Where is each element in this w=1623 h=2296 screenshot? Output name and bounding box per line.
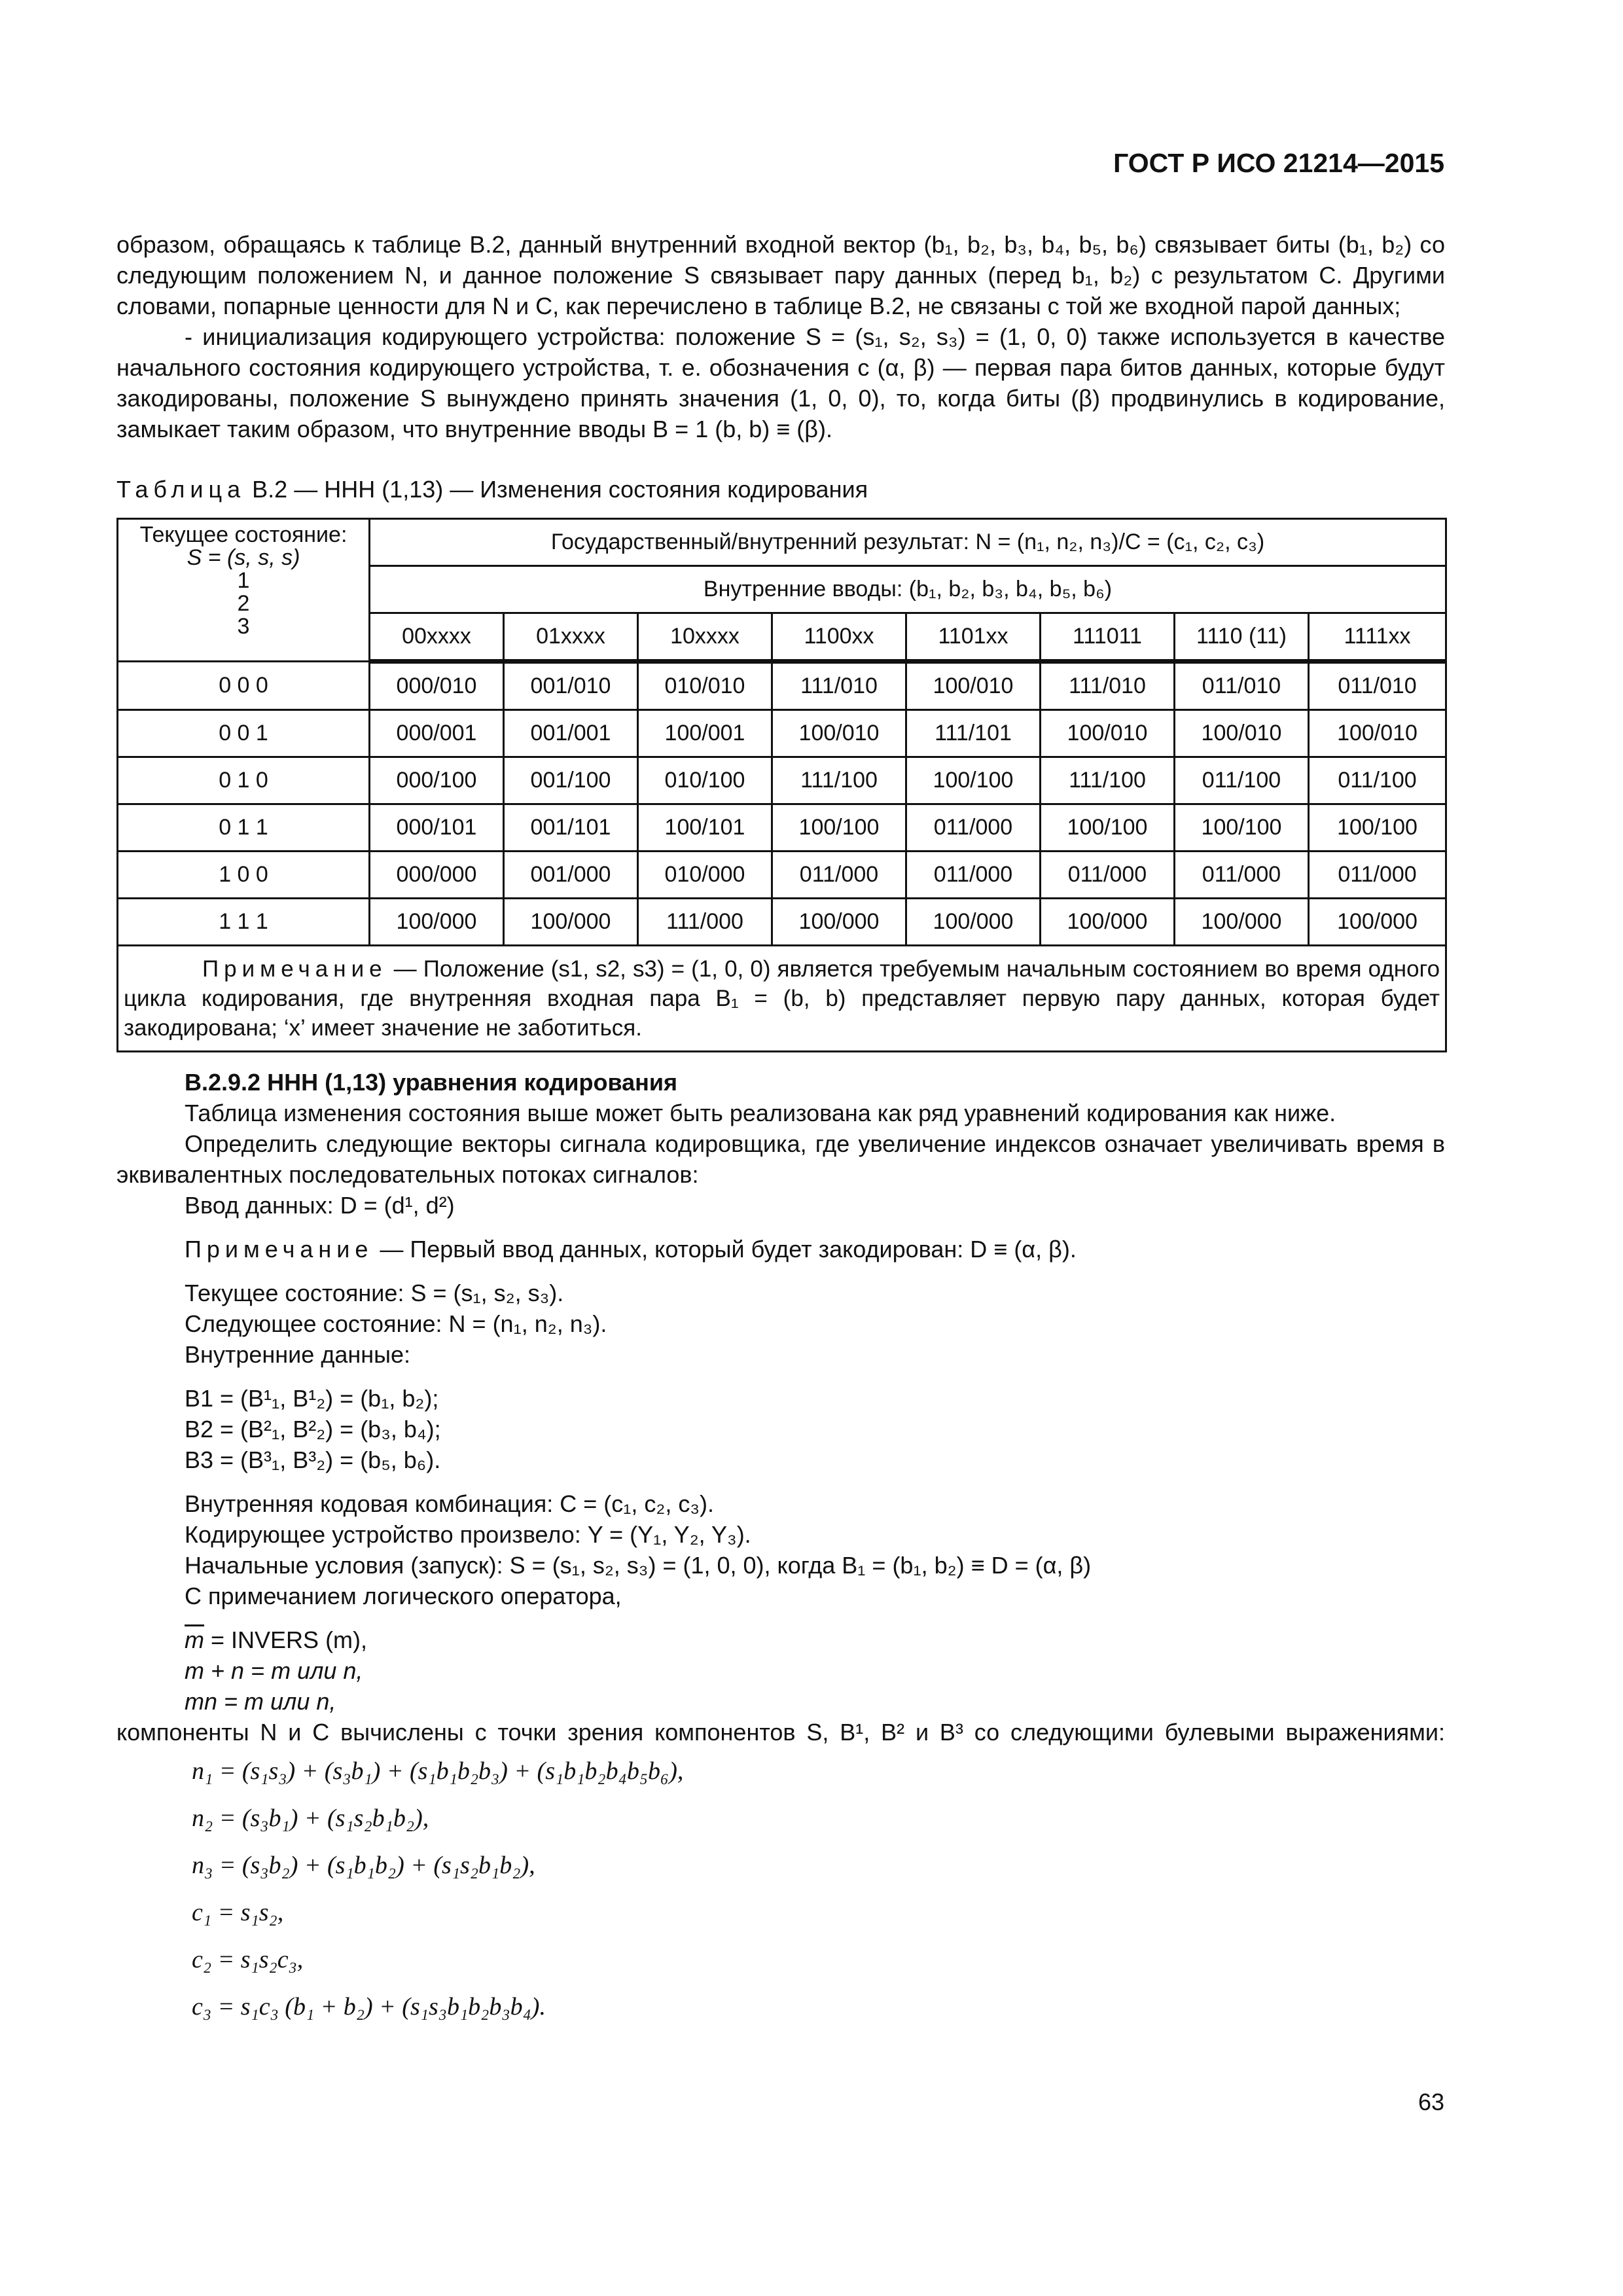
b3-line: B3 = (B³₁, B³₂) = (b₅, b₆). (185, 1446, 441, 1473)
corner-line: Текущее состояние: (139, 522, 348, 547)
encoder-output-line: Кодирующее устройство произвело: Y = (Y₁, Y₂, Y₃). (185, 1521, 751, 1548)
table-cell: 100/000 (370, 899, 504, 946)
table-cell: 010/100 (638, 757, 772, 804)
equation-c3: c₃ = s₁c₃ (b₁ + b₂) + (s₁s₃b₁b₂b₃b₄). (192, 1993, 546, 2020)
inputs-header: Внутренние вводы: (b₁, b₂, b₃, b₄, b₅, b₆) (370, 566, 1446, 613)
table-cell: 000/001 (370, 710, 504, 757)
table-cell: 011/010 (1175, 662, 1309, 710)
b2-line: B2 = (B²₁, B²₂) = (b₃, b₄); (185, 1416, 441, 1443)
column-header: 1110 (11) (1175, 613, 1309, 662)
op-invers-rest: = INVERS (m), (204, 1626, 368, 1653)
b1-line: B1 = (B¹₁, B¹₂) = (b₁, b₂); (185, 1385, 439, 1412)
page-body (116, 229, 1445, 2030)
row-state: 0 1 1 (118, 804, 370, 852)
corner-line: 1 (237, 568, 250, 593)
table-row (118, 804, 1446, 852)
table-caption-text: В.2 — ННН (1,13) — Изменения состояния кодирования (245, 476, 868, 503)
table-cell: 111/101 (906, 710, 1041, 757)
column-header: 1101xx (906, 613, 1041, 662)
column-header: 111011 (1041, 613, 1175, 662)
op-or-line: m + n = m или n, (185, 1657, 363, 1684)
section-note-text: — Первый ввод данных, который будет закодирован: D ≡ (α, β). (373, 1236, 1077, 1263)
table-cell: 000/000 (370, 852, 504, 899)
intro-paragraph-2: - инициализация кодирующего устройства: положение S = (s₁, s₂, s₃) = (1, 0, 0) также используется в качестве начального состояния кодирующего устройства, т. е. обозначения с (α, β) — первая пара битов данных, которые будут закодированы, положение S вынуждено принять значения (1, 0, 0), то, когда биты (β) продвинулись в кодирование, замыкает таким образом, что внутренние вводы В = 1 (b, b) ≡ (β). (116, 323, 1445, 442)
table-cell: 100/000 (906, 899, 1041, 946)
table-cell: 111/010 (772, 662, 906, 710)
corner-line: 2 (237, 591, 250, 616)
table-cell: 011/000 (1041, 852, 1175, 899)
op-invers-var: $\overline{m}$ (185, 1626, 204, 1653)
table-note-text: — Положение (s1, s2, s3) = (1, 0, 0) является требуемым начальным состоянием во время одного цикла кодирования, где внутренняя входная пара B₁ = (b, b) представляет первую пару данных, которая будет закодирована; ‘x’ имеет значение не заботиться. (124, 956, 1440, 1041)
table-cell: 100/100 (1041, 804, 1175, 852)
table-cell: 100/000 (1175, 899, 1309, 946)
column-header: 1111xx (1309, 613, 1446, 662)
table-cell: 011/000 (1175, 852, 1309, 899)
table-cell: 011/000 (906, 852, 1041, 899)
table-cell: 011/000 (1309, 852, 1446, 899)
table-caption-label: Таблица (116, 476, 246, 503)
table-corner-header (118, 519, 370, 662)
table-cell: 111/000 (638, 899, 772, 946)
table-cell: 011/000 (772, 852, 906, 899)
table-cell: 010/000 (638, 852, 772, 899)
column-header: 00xxxx (370, 613, 504, 662)
table-row (118, 852, 1446, 899)
row-state: 0 1 0 (118, 757, 370, 804)
table-cell: 001/101 (504, 804, 638, 852)
initial-conditions-line: Начальные условия (запуск): S = (s₁, s₂, s₃) = (1, 0, 0), когда B₁ = (b₁, b₂) ≡ D = (α, β) (185, 1552, 1092, 1579)
row-state: 1 1 1 (118, 899, 370, 946)
table-cell: 100/010 (1309, 710, 1446, 757)
table-cell: 011/100 (1175, 757, 1309, 804)
row-state: 0 0 1 (118, 710, 370, 757)
data-input-line: Ввод данных: D = (d¹, d²) (185, 1192, 455, 1219)
table-cell: 100/100 (772, 804, 906, 852)
table-note-label: Примечание (202, 956, 387, 982)
table-cell: 100/101 (638, 804, 772, 852)
section-paragraph-2: Определить следующие векторы сигнала кодировщика, где увеличение индексов означает увеличивать время в эквивалентных последовательных потоках сигналов: (116, 1130, 1445, 1188)
components-line: компоненты N и C вычислены с точки зрения компонентов S, B¹, B² и B³ со следующими булевыми выражениями: (116, 1719, 1445, 1746)
column-header: 01xxxx (504, 613, 638, 662)
next-state-line: Следующее состояние: N = (n₁, n₂, n₃). (185, 1310, 607, 1337)
section-definitions (185, 1190, 1445, 1717)
current-state-line: Текущее состояние: S = (s₁, s₂, s₃). (185, 1280, 564, 1306)
table-cell: 100/100 (906, 757, 1041, 804)
section-note (185, 1234, 1445, 1265)
equation-c1: c₁ = s₁s₂, (192, 1899, 284, 1926)
equation-c2: c₂ = s₁s₂c₃, (192, 1946, 304, 1973)
table-cell: 011/010 (1309, 662, 1446, 710)
table-cell: 001/000 (504, 852, 638, 899)
equation-n3: n₃ = (s₃b₂) + (s₁b₁b₂) + (s₁s₂b₁b₂), (192, 1852, 535, 1879)
table-note (118, 946, 1446, 1052)
table-cell: 011/000 (906, 804, 1041, 852)
table-cell: 100/010 (1175, 710, 1309, 757)
table-cell: 000/101 (370, 804, 504, 852)
standard-header: ГОСТ Р ИСО 21214—2015 (1113, 148, 1444, 178)
table-cell: 111/100 (1041, 757, 1175, 804)
equations-block (192, 1748, 1445, 2030)
table-cell: 100/100 (1309, 804, 1446, 852)
table-cell: 001/010 (504, 662, 638, 710)
intro-paragraph-1: образом, обращаясь к таблице В.2, данный внутренний входной вектор (b₁, b₂, b₃, b₄, b₅, b₆) связывает биты (b₁, b₂) со следующим положением N, и данное положение S связывает пару данных (перед b₁, b₂) с результатом С. Другими словами, попарные ценности для N и C, как перечислено в таблице В.2, не связаны с той же входной парой данных; (116, 231, 1445, 319)
table-cell: 000/100 (370, 757, 504, 804)
internal-code-line: Внутренняя кодовая комбинация: C = (c₁, c₂, c₃). (185, 1490, 714, 1517)
table-cell: 100/000 (1309, 899, 1446, 946)
table-cell: 011/100 (1309, 757, 1446, 804)
table-cell: 001/001 (504, 710, 638, 757)
table-cell: 100/100 (1175, 804, 1309, 852)
table-cell: 100/000 (1041, 899, 1175, 946)
table-caption (116, 474, 1445, 505)
section-block (185, 1067, 1445, 1128)
table-body (118, 662, 1446, 946)
table-cell: 010/010 (638, 662, 772, 710)
state-transition-table (116, 518, 1447, 1052)
section-paragraph-1: Таблица изменения состояния выше может быть реализована как ряд уравнений кодирования как ниже. (185, 1100, 1336, 1126)
table-cell: 111/010 (1041, 662, 1175, 710)
table-row (118, 757, 1446, 804)
equation-n1: n₁ = (s₁s₃) + (s₃b₁) + (s₁b₁b₂b₃) + (s₁b₁b₂b₄b₅b₆), (192, 1757, 684, 1785)
op-and-line: mn = m или n, (185, 1688, 336, 1715)
result-header: Государственный/внутренний результат: N = (n₁, n₂, n₃)/C = (c₁, c₂, c₃) (370, 519, 1446, 566)
column-header: 10xxxx (638, 613, 772, 662)
table-cell: 100/000 (772, 899, 906, 946)
table-row (118, 662, 1446, 710)
page-number: 63 (1418, 2089, 1444, 2115)
table-cell: 100/000 (504, 899, 638, 946)
section-note-label: Примечание (185, 1236, 374, 1263)
logic-note-line: С примечанием логического оператора, (185, 1583, 622, 1609)
op-invers-line (185, 1624, 1445, 1655)
equation-n2: n₂ = (s₃b₁) + (s₁s₂b₁b₂), (192, 1804, 429, 1832)
table-cell: 100/001 (638, 710, 772, 757)
table-cell: 100/010 (906, 662, 1041, 710)
column-header: 1100xx (772, 613, 906, 662)
table-cell: 100/010 (772, 710, 906, 757)
row-state: 1 0 0 (118, 852, 370, 899)
table-cell: 001/100 (504, 757, 638, 804)
corner-line: S = (s, s, s) (187, 545, 300, 570)
table-row (118, 899, 1446, 946)
corner-line: 3 (237, 614, 250, 639)
table-cell: 111/100 (772, 757, 906, 804)
table-cell: 100/010 (1041, 710, 1175, 757)
section-title: В.2.9.2 ННН (1,13) уравнения кодирования (185, 1069, 678, 1096)
table-row (118, 710, 1446, 757)
table-cell: 000/010 (370, 662, 504, 710)
row-state: 0 0 0 (118, 662, 370, 710)
internal-data-line: Внутренние данные: (185, 1341, 411, 1368)
